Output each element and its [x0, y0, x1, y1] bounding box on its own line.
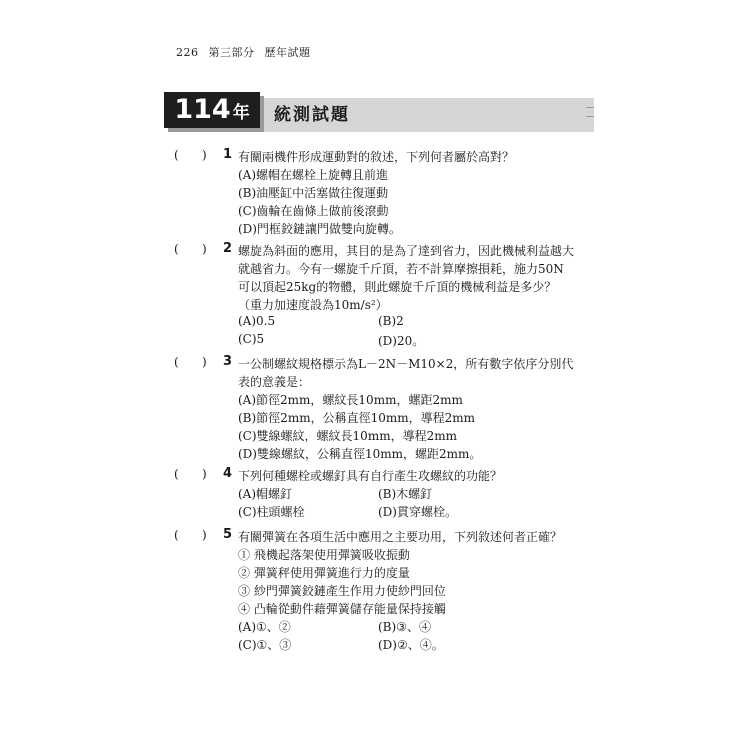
section-label: 歷年試題 — [264, 46, 311, 59]
option-c: (C)雙線螺紋，螺紋長10mm，導程2mm — [238, 429, 457, 443]
option-c: (C)齒輪在齒條上做前後滾動 — [238, 204, 389, 218]
option-a: (A)①、② — [238, 620, 291, 634]
answer-bracket-right: ) — [202, 528, 207, 542]
question-stem-line-2: 就越省力。今有一螺旋千斤頂，若不計算摩擦損耗，施力50N — [238, 262, 564, 276]
option-b: (B)油壓缸中活塞做往復運動 — [238, 186, 389, 200]
banner-dash — [586, 116, 594, 117]
statement-1: ① 飛機起落架使用彈簧吸收振動 — [238, 548, 410, 562]
option-c: (C)柱頭螺栓 — [238, 505, 305, 519]
running-header — [176, 44, 317, 60]
statement-4: ④ 凸輪從動件藉彈簧儲存能量保持接觸 — [238, 602, 446, 616]
question-number: 3 — [223, 354, 233, 369]
option-d: (D)雙線螺紋，公稱直徑10mm，螺距2mm。 — [238, 447, 482, 461]
question-stem: 有關兩機件形成運動對的敘述，下列何者屬於高對？ — [238, 150, 515, 164]
year-unit: 年 — [232, 103, 250, 123]
answer-bracket-right: ) — [202, 355, 207, 369]
statement-2: ② 彈簧秤使用彈簧進行力的度量 — [238, 566, 410, 580]
question-number: 1 — [223, 147, 233, 162]
answer-bracket-left: ( — [174, 242, 179, 256]
question-stem-line-3: 可以頂起25kg的物體，則此螺旋千斤頂的機械利益是多少？ — [238, 280, 557, 294]
statement-3: ③ 紗門彈簧鉸鏈產生作用力使紗門回位 — [238, 584, 446, 598]
question-stem-line-1: 螺旋為斜面的應用，其目的是為了達到省力，因此機械利益越大 — [238, 244, 575, 258]
answer-bracket-right: ) — [202, 148, 207, 162]
banner-dash — [586, 107, 594, 108]
part-label: 第三部分 — [208, 46, 255, 59]
question-stem-line-2: 表的意義是： — [238, 375, 311, 389]
banner-title: 統測試題 — [274, 105, 350, 125]
question-number: 5 — [223, 527, 233, 542]
answer-bracket-right: ) — [202, 242, 207, 256]
option-a: (A)螺帽在螺栓上旋轉且前進 — [238, 168, 389, 182]
year-number: 114 — [174, 94, 231, 125]
option-c: (C)5 — [238, 332, 265, 346]
question-stem-line-1: 一公制螺紋規格標示為L－2N－M10×2，所有數字依序分別代 — [238, 357, 574, 371]
option-b: (B)③、④ — [378, 620, 431, 634]
option-b: (B)節徑2mm，公稱直徑10mm，導程2mm — [238, 411, 475, 425]
question-stem-line-4: （重力加速度設為10m/s²） — [238, 298, 388, 312]
option-c: (C)①、③ — [238, 638, 292, 652]
section-banner — [164, 92, 596, 132]
option-d: (D)門框鉸鏈讓門做雙向旋轉。 — [238, 222, 401, 236]
option-d: (D)20。 — [378, 334, 425, 348]
answer-bracket-left: ( — [174, 355, 179, 369]
answer-bracket-right: ) — [202, 467, 207, 481]
option-a: (A)帽螺釘 — [238, 487, 293, 501]
option-d: (D)貫穿螺栓。 — [378, 505, 457, 519]
answer-bracket-left: ( — [174, 148, 179, 162]
year-badge — [164, 92, 260, 128]
page-number: 226 — [176, 46, 199, 59]
question-number: 4 — [223, 466, 233, 481]
question-stem: 有關彈簧在各項生活中應用之主要功用，下列敘述何者正確？ — [238, 530, 563, 544]
answer-bracket-left: ( — [174, 528, 179, 542]
option-b: (B)木螺釘 — [378, 487, 433, 501]
question-stem: 下列何種螺栓或螺釘具有自行產生攻螺紋的功能？ — [238, 469, 503, 483]
question-number: 2 — [223, 241, 233, 256]
answer-bracket-left: ( — [174, 467, 179, 481]
option-a: (A)0.5 — [238, 314, 276, 328]
option-a: (A)節徑2mm，螺紋長10mm，螺距2mm — [238, 393, 463, 407]
option-d: (D)②、④。 — [378, 638, 444, 652]
option-b: (B)2 — [378, 314, 404, 328]
